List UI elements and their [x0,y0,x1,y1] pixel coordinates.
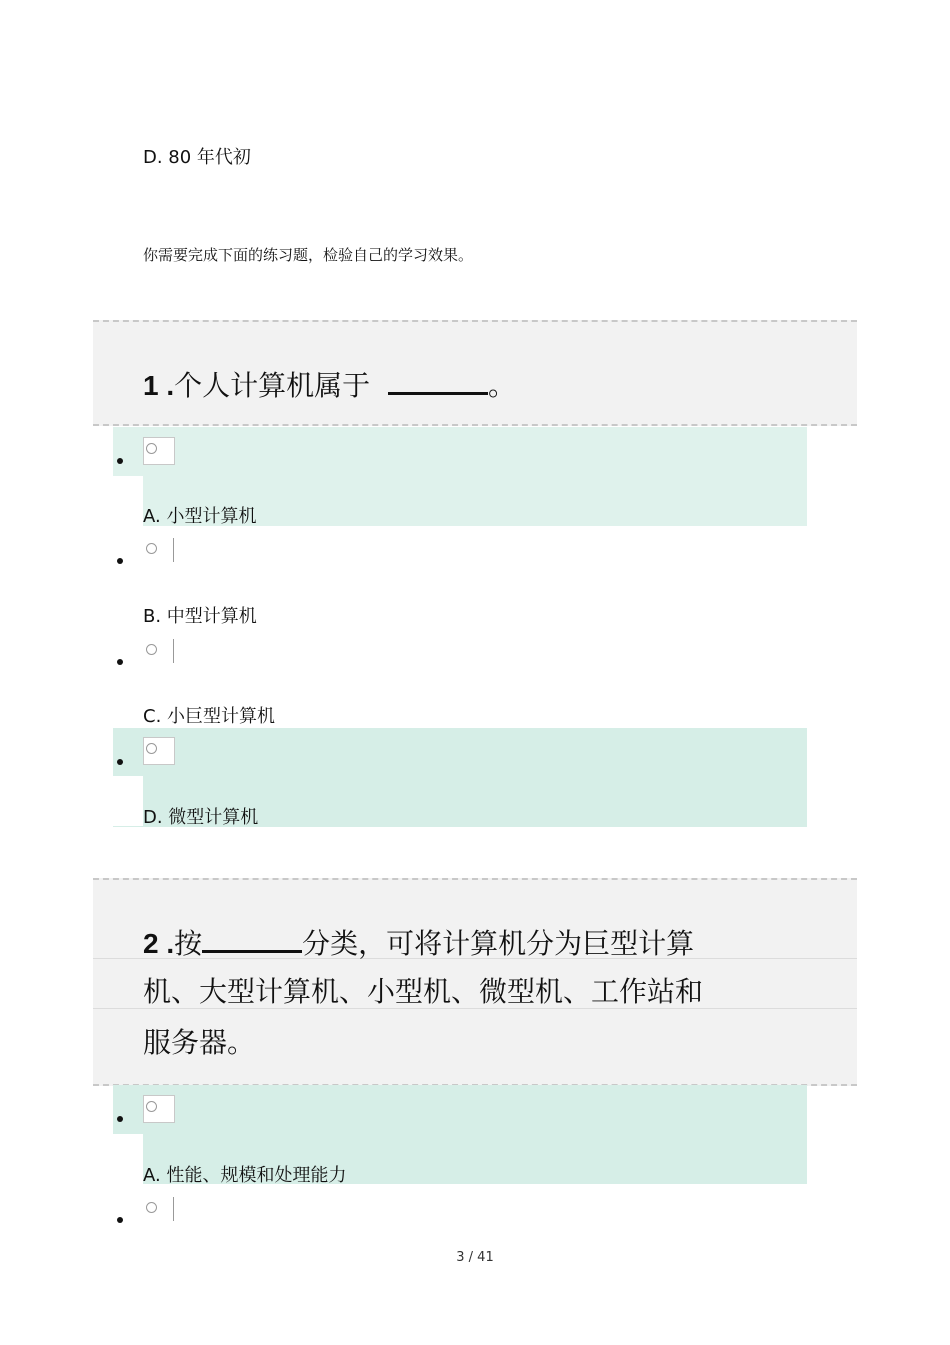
intro-text: 你需要完成下面的练习题，检验自己的学习效果。 [143,246,474,264]
question-2-blank [202,928,302,953]
question-1-box [93,320,857,426]
question-2-line-2: 机、大型计算机、小型机、微型机、工作站和 [143,975,704,1008]
q2-option-a-radio[interactable] [146,1101,157,1112]
q1-option-c-bullet [117,659,123,665]
question-1-text-after: 。 [487,369,516,402]
q1-option-c-label[interactable]: C. 小巨型计算机 [143,706,276,727]
q1-option-b-label[interactable]: B. 中型计算机 [143,606,257,627]
question-2-line-1 [143,922,694,962]
q1-option-b-bullet [117,558,123,564]
question-1-blank [388,370,488,395]
q1-option-a-label[interactable]: A. 小型计算机 [143,506,257,527]
q2-option-b-bullet [117,1217,123,1223]
question-2-text-after: 分类，可将计算机分为巨型计算 [302,927,695,960]
page-number: 3 / 41 [456,1250,494,1265]
q1-option-d-radio[interactable] [146,743,157,754]
q1-option-c-radio[interactable] [146,644,157,655]
question-1-text-before: 个人计算机属于 [174,369,371,402]
question-2-line-3: 服务器。 [143,1026,256,1059]
q1-option-d-label[interactable]: D. 微型计算机 [143,807,259,828]
question-1-number: 1 . [143,370,175,401]
q1-option-a-radio[interactable] [146,443,157,454]
q1-option-a-bullet [117,458,123,464]
question-2-box [93,878,857,1086]
question-2-number: 2 . [143,928,175,959]
q1-option-d-bullet [117,759,123,765]
q2-option-b-radio[interactable] [146,1202,157,1213]
q1-option-b-radio[interactable] [146,543,157,554]
question-1-text [143,364,516,404]
q2-option-a-label[interactable]: A. 性能、规模和处理能力 [143,1165,347,1186]
question-2-text-before: 按 [174,927,203,960]
previous-option-d: D. 80 年代初 [143,147,251,168]
q2-option-a-bullet [117,1116,123,1122]
